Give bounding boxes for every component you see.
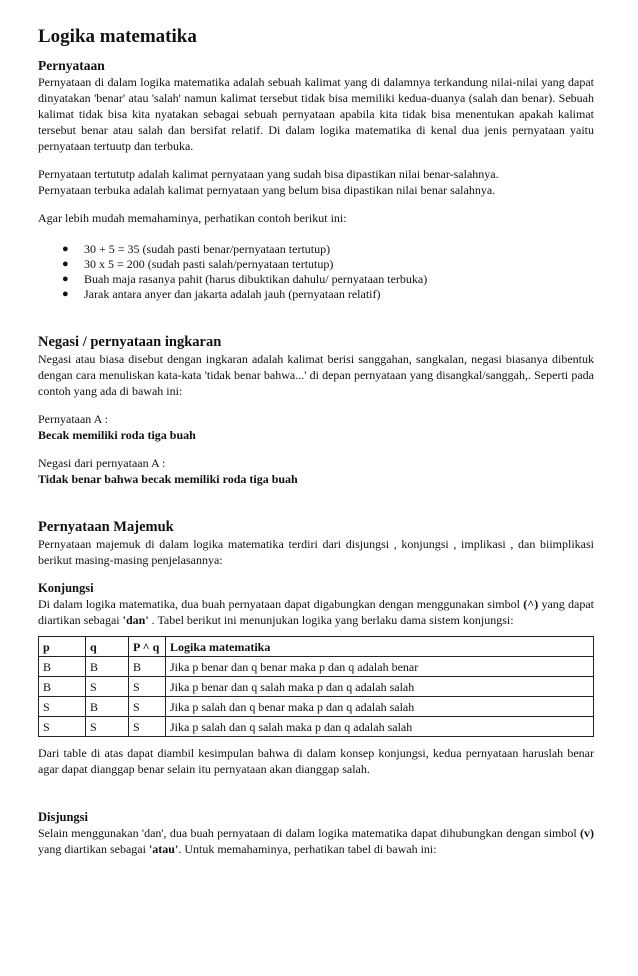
list-item: [62, 287, 594, 302]
table-header-row: [39, 637, 594, 657]
list-item-text: Buah maja rasanya pahit (harus dibuktikan dahulu/ pernyataan terbuka): [84, 272, 428, 286]
table-row: [39, 657, 594, 677]
example-intro-text: Agar lebih mudah memahaminya, perhatikan contoh berikut ini:: [38, 211, 347, 225]
list-item: [62, 272, 594, 287]
table-header-logika: Logika matematika: [166, 637, 594, 657]
table-cell: B: [86, 657, 129, 677]
disjungsi-text-2: yang diartikan sebagai: [38, 842, 149, 856]
table-cell: S: [39, 717, 86, 737]
table-header-q: q: [86, 637, 129, 657]
konjungsi-conclusion: Dari table di atas dapat diambil kesimpulan bahwa di dalam konsep konjungsi, kedua pernyataan haruslah benar agar dapat dianggap benar selain itu pernyataan akan dianggap salah.: [38, 746, 594, 776]
table-cell: B: [86, 697, 129, 717]
table-cell: B: [39, 677, 86, 697]
table-row: [39, 717, 594, 737]
section-heading-disjungsi: Disjungsi: [38, 810, 89, 824]
disjungsi-quoted: 'atau': [148, 842, 179, 856]
list-item: [62, 242, 594, 257]
list-item-text: 30 + 5 = 35 (sudah pasti benar/pernyataan tertutup): [84, 242, 331, 256]
negation-text: Tidak benar bahwa becak memiliki roda tiga buah: [38, 472, 298, 486]
pernyataan-terbuka-text: Pernyataan terbuka adalah kalimat pernyataan yang belum bisa dipastikan nilai benar salahnya.: [38, 183, 496, 197]
table-header-p: p: [39, 637, 86, 657]
table-cell: Jika p benar dan q salah maka p dan q adalah salah: [166, 677, 594, 697]
list-item-text: 30 x 5 = 200 (sudah pasti salah/pernyataan tertutup): [84, 257, 334, 271]
bullet-icon: ●: [62, 273, 69, 285]
table-cell: S: [129, 697, 166, 717]
konjungsi-text-2: yang dapat diartikan sebagai: [38, 597, 595, 627]
konjungsi-text-1: Di dalam logika matematika, dua buah pernyataan dapat digabungkan dengan menggunakan simbol: [38, 597, 524, 611]
bullet-icon: ●: [62, 243, 69, 255]
bullet-icon: ●: [62, 258, 69, 270]
konjungsi-table: [38, 636, 594, 737]
section-heading-majemuk: Pernyataan Majemuk: [38, 519, 174, 535]
majemuk-paragraph: Pernyataan majemuk di dalam logika matematika terdiri dari disjungsi , konjungsi , implikasi , dan biimplikasi berikut masing-masing penjelasannya:: [38, 537, 594, 567]
example-list: [38, 242, 594, 302]
table-cell: B: [39, 657, 86, 677]
statement-a-label: Pernyataan A :: [38, 412, 108, 426]
table-cell: S: [39, 697, 86, 717]
konjungsi-paragraph: [38, 596, 594, 628]
disjungsi-paragraph: [38, 825, 594, 857]
table-cell: Jika p benar dan q benar maka p dan q adalah benar: [166, 657, 594, 677]
disjungsi-text-3: . Untuk memahaminya, perhatikan tabel di bawah ini:: [178, 842, 437, 856]
disjungsi-symbol: (v): [580, 826, 594, 840]
table-row: [39, 697, 594, 717]
table-cell: S: [86, 717, 129, 737]
negation-label: Negasi dari pernyataan A :: [38, 456, 166, 470]
section-heading-pernyataan: Pernyataan: [38, 58, 105, 73]
list-item-text: Jarak antara anyer dan jakarta adalah jauh (pernyataan relatif): [84, 287, 381, 301]
table-header-p-and-q: P ^ q: [129, 637, 166, 657]
konjungsi-text-3: . Tabel berikut ini menunjukan logika yang berlaku dama sistem konjungsi:: [148, 613, 514, 627]
list-item: [62, 257, 594, 272]
table-cell: Jika p salah dan q salah maka p dan q adalah salah: [166, 717, 594, 737]
pernyataan-paragraph: Pernyataan di dalam logika matematika adalah sebuah kalimat yang di dalamnya terkandung nilai-nilai yang dapat dinyatakan 'benar' atau 'salah' namun kalimat tersebut tidak bisa memiliki kedua-duanya (salah dan benar). Sebuah kalimat tidak bisa kita nyatakan sebagai sebuah pernyataan apabila kita tidak bisa menentukan apakah kalimat tersebut benar atau salah dan bersifat relatif. Di dalam logika matematika di kenal dua jenis pernyataan yaitu pernyataan tertuutp dan terbuka.: [38, 75, 594, 153]
table-cell: B: [129, 657, 166, 677]
section-heading-konjungsi: Konjungsi: [38, 581, 94, 595]
negasi-paragraph: Negasi atau biasa disebut dengan ingkaran adalah kalimat berisi sanggahan, sangkalan, negasi biasanya dibentuk dengan cara menuliskan kata-kata 'tidak benar bahwa...' di depan pernyataan yang disangkal/sanggah,. Seperti pada contoh yang ada di bawah ini:: [38, 352, 594, 398]
document-title: Logika matematika: [38, 26, 197, 47]
table-cell: Jika p salah dan q benar maka p dan q adalah salah: [166, 697, 594, 717]
konjungsi-quoted: 'dan': [122, 613, 149, 627]
section-heading-negasi: Negasi / pernyataan ingkaran: [38, 334, 222, 350]
pernyataan-tertutup-text: Pernyataan tertututp adalah kalimat pernyataan yang sudah bisa dipastikan nilai benar-salahnya.: [38, 167, 499, 181]
table-row: [39, 677, 594, 697]
disjungsi-text-1: Selain menggunakan 'dan', dua buah pernyataan di dalam logika matematika dapat dihubungkan dengan simbol: [38, 826, 580, 840]
bullet-icon: ●: [62, 288, 69, 300]
statement-a-text: Becak memiliki roda tiga buah: [38, 428, 196, 442]
table-cell: S: [129, 717, 166, 737]
table-cell: S: [86, 677, 129, 697]
table-cell: S: [129, 677, 166, 697]
konjungsi-symbol: (^): [523, 597, 539, 611]
